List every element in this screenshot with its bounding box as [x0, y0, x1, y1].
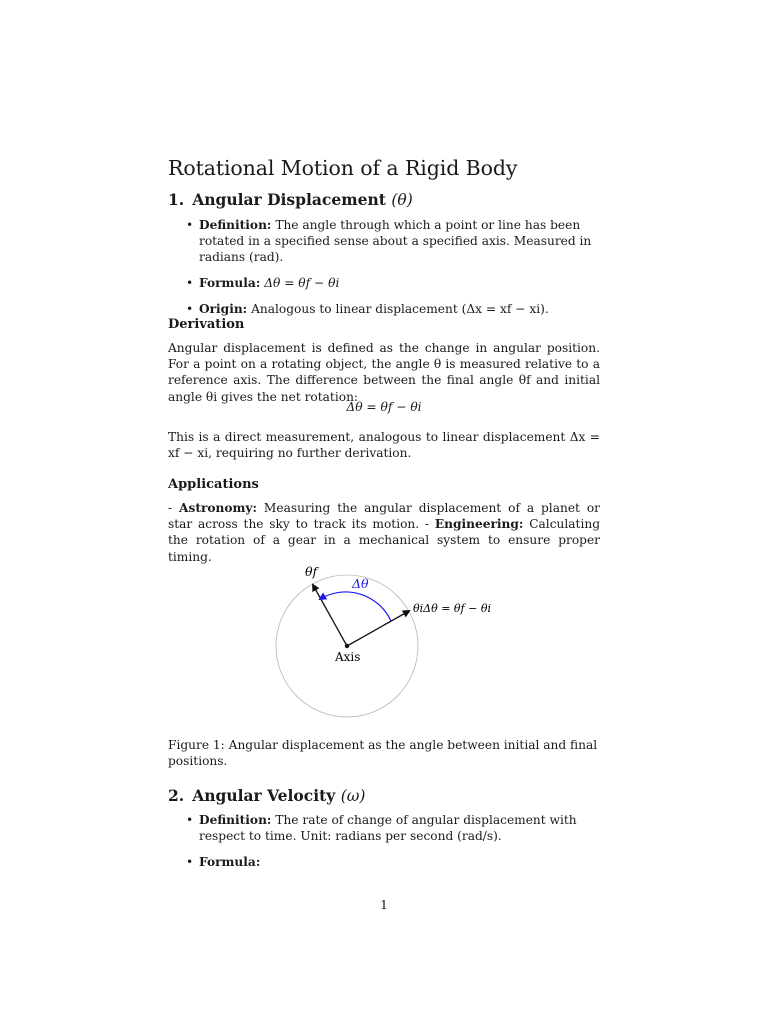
applications-paragraph: - Astronomy: Measuring the angular displacement of a planet or star across the sky to track its motion. - Engineering: Calculating the rotation of a gear in a mechanical system to ensure proper timing.: [168, 501, 600, 564]
bullet-label: Formula:: [199, 855, 261, 869]
initial-position-vector: [347, 611, 409, 646]
label-theta-initial: θiΔθ = θf − θi: [413, 602, 491, 615]
application-label: Astronomy:: [179, 501, 257, 515]
page-number: 1: [380, 898, 388, 912]
derivation-heading: Derivation: [168, 317, 245, 332]
bullet-icon: •: [186, 218, 194, 232]
bullet-text: The rate of change of angular displacement with respect to time. Unit: radians per second (rad/s).: [199, 813, 577, 843]
bullet-text: Analogous to linear displacement (Δx = xf − xi).: [251, 302, 549, 316]
derivation-followup: This is a direct measurement, analogous to linear displacement Δx = xf − xi, requiring no further derivation.: [168, 430, 600, 461]
label-delta-theta: Δθ: [352, 576, 369, 591]
derivation-equation: Δθ = θf − θi: [346, 400, 422, 414]
bullet-label: Definition:: [199, 813, 272, 827]
bullet-formula: [168, 854, 600, 870]
section-2-heading: [168, 786, 600, 806]
bullet-definition: [168, 812, 600, 844]
bullet-label: Formula:: [199, 276, 261, 290]
section-1-number: 1.: [168, 190, 185, 209]
label-axis: Axis: [335, 650, 361, 664]
section-2-bullet-list: [168, 812, 600, 870]
bullet-text: The angle through which a point or line has been rotated in a specified sense about a specified axis. Measured in radians (rad).: [199, 218, 592, 264]
bullet-label: Origin:: [199, 302, 248, 316]
bullet-icon: •: [186, 302, 194, 316]
applications-heading: Applications: [168, 477, 259, 492]
label-theta-final: θf: [305, 564, 318, 579]
bullet-text: Δθ = θf − θi: [264, 276, 340, 290]
section-2-title: Angular Velocity: [192, 786, 336, 805]
bullet-icon: •: [186, 813, 194, 827]
section-2-number: 2.: [168, 786, 185, 805]
section-2-symbol: (ω): [340, 787, 366, 805]
application-text: Measuring the angular displacement of a planet or star across the sky to track its motion.: [168, 501, 600, 532]
bullet-label: Definition:: [199, 218, 272, 232]
bullet-icon: •: [186, 855, 194, 869]
figure-caption: Figure 1: Angular displacement as the angle between initial and final positions.: [168, 738, 598, 768]
section-1-title: Angular Displacement: [192, 190, 386, 209]
application-text: Calculating the rotation of a gear in a mechanical system to ensure proper timing.: [168, 517, 600, 564]
section-1-symbol: (θ): [391, 191, 413, 209]
document-title: Rotational Motion of a Rigid Body: [168, 156, 518, 180]
application-label: Engineering:: [434, 517, 524, 532]
bullet-icon: •: [186, 276, 194, 290]
axis-point: [345, 644, 349, 648]
derivation-paragraph: Angular displacement is defined as the change in angular position. For a point on a rotating object, the angle θ is measured relative to a reference axis. The difference between the final angle θf and initial angle θi gives the net rotation:: [168, 341, 600, 404]
